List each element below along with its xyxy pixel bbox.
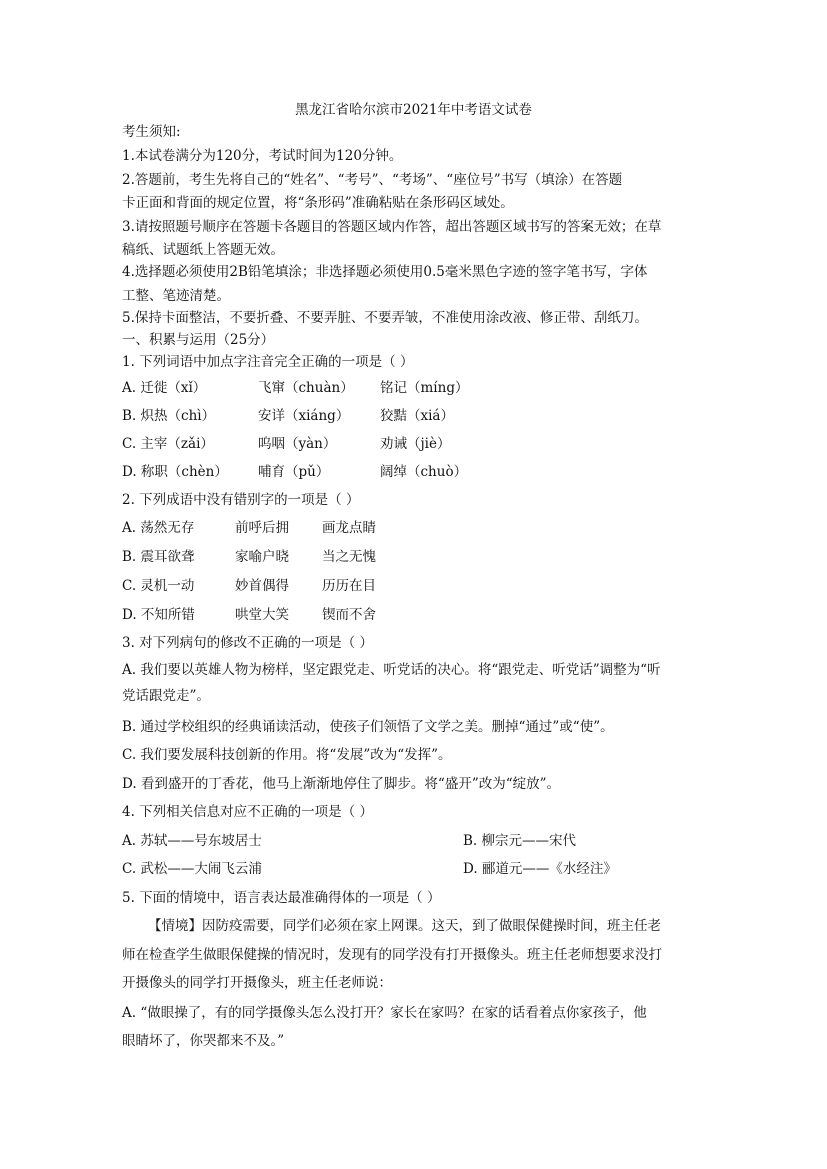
option-item: 安详（xiáng） <box>258 408 350 424</box>
option: A. 我们要以英雄人物为榜样，坚定跟党走、听党话的决心。将“跟党走、听党话”调整为“听 <box>122 662 661 678</box>
option-item: 家喻户晓 <box>235 549 289 565</box>
option: A. 迁徙（xǐ） <box>122 380 207 396</box>
option-continued: 党话跟党走”。 <box>122 688 210 704</box>
notice-line: 2.答题前，考生先将自己的“姓名”、“考号”、“考场”、“座位号”书写（填涂）在答题 <box>122 172 623 188</box>
option: B. 柳宗元——宋代 <box>463 833 577 849</box>
option: A. 苏轼——号东坡居士 <box>122 833 262 849</box>
option: C. 主宰（zǎi） <box>122 436 214 452</box>
notice-line: 稿纸、试题纸上答题无效。 <box>122 242 284 258</box>
context-paragraph: 【情境】因防疫需要，同学们必须在家上网课。这天，到了做眼保健操时间，班主任老 <box>148 918 661 934</box>
question-stem: 4. 下列相关信息对应不正确的一项是（ ） <box>122 804 373 820</box>
option-item: 狡黠（xiá） <box>380 408 454 424</box>
option: D. 不知所错 <box>122 607 195 623</box>
notice-line: 1.本试卷满分为120分，考试时间为120分钟。 <box>122 148 403 164</box>
option-item: 当之无愧 <box>322 549 376 565</box>
notice-line: 5.保持卡面整洁，不要折叠、不要弄脏、不要弄皱，不准使用涂改液、修正带、刮纸刀。 <box>122 310 648 326</box>
option: B. 通过学校组织的经典诵读活动，使孩子们领悟了文学之美。删掉“通过”或“使”。 <box>122 719 614 735</box>
option-item: 铭记（míng） <box>380 380 469 396</box>
option-item: 哺育（pǔ） <box>258 464 330 480</box>
question-stem: 2. 下列成语中没有错别字的一项是（ ） <box>122 492 360 508</box>
option-item: 前呼后拥 <box>235 520 289 536</box>
question-stem: 5. 下面的情境中，语言表达最准确得体的一项是（ ） <box>122 890 441 906</box>
notice-heading: 考生须知: <box>122 124 181 140</box>
option: B. 震耳欲聋 <box>122 549 195 565</box>
notice-line: 卡正面和背面的规定位置，将“条形码”准确粘贴在条形码区域处。 <box>122 195 514 211</box>
option: D. 郦道元——《水经注》 <box>463 861 617 877</box>
context-paragraph: 开摄像头的同学打开摄像头，班主任老师说： <box>122 975 392 991</box>
option-item: 呜咽（yàn） <box>258 436 337 452</box>
notice-line: 3.请按照题号顺序在答题卡各题目的答题区域内作答，超出答题区域书写的答案无效；在草 <box>122 219 662 235</box>
option-item: 妙首偶得 <box>235 578 289 594</box>
option: D. 看到盛开的丁香花，他马上渐渐地停住了脚步。将“盛开”改为“绽放”。 <box>122 776 561 792</box>
option-item: 阔绰（chuò） <box>380 464 468 480</box>
option-item: 哄堂大笑 <box>235 607 289 623</box>
option: A. 荡然无存 <box>122 520 195 536</box>
page-title: 黑龙江省哈尔滨市2021年中考语文试卷 <box>295 102 532 118</box>
notice-line: 工整、笔迹清楚。 <box>122 288 230 304</box>
option: C. 武松——大闹飞云浦 <box>122 861 262 877</box>
question-stem: 1. 下列词语中加点字注音完全正确的一项是（ ） <box>122 354 414 370</box>
option: A. “做眼操了，有的同学摄像头怎么没打开？家长在家吗？在家的话看着点你家孩子，他 <box>122 1005 647 1021</box>
option: C. 我们要发展科技创新的作用。将“发展”改为“发挥”。 <box>122 747 452 763</box>
option-item: 劝诫（jiè） <box>380 436 451 452</box>
section-heading: 一、积累与运用（25分） <box>122 332 275 348</box>
notice-line: 4.选择题必须使用2B铅笔填涂；非选择题必须使用0.5毫米黑色字迹的签字笔书写，字体 <box>122 264 648 280</box>
option-continued: 眼睛坏了，你哭都来不及。” <box>122 1033 285 1049</box>
option-item: 飞窜（chuàn） <box>258 380 354 396</box>
option: D. 称职（chèn） <box>122 464 228 480</box>
context-paragraph: 师在检查学生做眼保健操的情况时，发现有的同学没有打开摄像头。班主任老师想要求没打 <box>122 947 662 963</box>
option-item: 锲而不舍 <box>322 607 376 623</box>
option-item: 画龙点睛 <box>322 520 376 536</box>
option: C. 灵机一动 <box>122 578 195 594</box>
question-stem: 3. 对下列病句的修改不正确的一项是（ ） <box>122 635 373 651</box>
option-item: 历历在目 <box>322 578 376 594</box>
option: B. 炽热（chì） <box>122 408 216 424</box>
